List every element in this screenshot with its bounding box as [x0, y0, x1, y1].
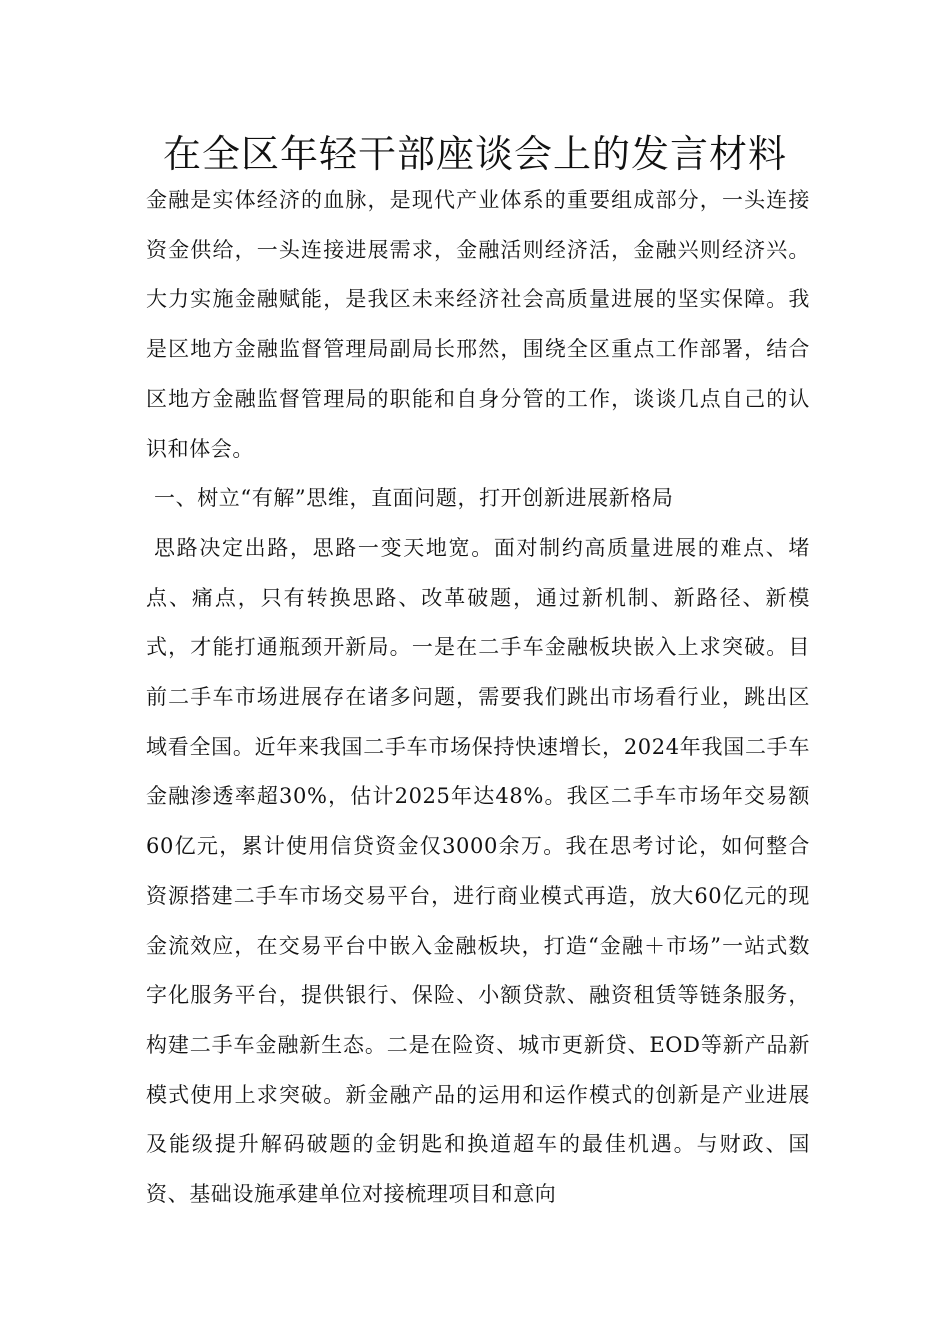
- section-heading-1: 一、树立“有解”思维，直面问题，打开创新进展新格局: [154, 486, 674, 511]
- document-body: [146, 176, 810, 1220]
- paragraph-intro: 金融是实体经济的血脉，是现代产业体系的重要组成部分，一头连接资金供给，一头连接进展需求，金融活则经济活，金融兴则经济兴。大力实施金融赋能，是我区未来经济社会高质量进展的坚实保障。我是区地方金融监督管理局副局长邢然，围绕全区重点工作部署，结合区地方金融监督管理局的职能和自身分管的工作，谈谈几点自己的认识和体会。: [146, 188, 810, 461]
- paragraph-section-1: 思路决定出路，思路一变天地宽。面对制约高质量进展的难点、堵点、痛点，只有转换思路、改革破题，通过新机制、新路径、新模式，才能打通瓶颈开新局。一是在二手车金融板块嵌入上求突破。目前二手车市场进展存在诸多问题，需要我们跳出市场看行业，跳出区域看全国。近年来我国二手车市场保持快速增长，2024年我国二手车金融渗透率超30%，估计2025年达48%。我区二手车市场年交易额60亿元，累计使用信贷资金仅3000余万。我在思考讨论，如何整合资源搭建二手车市场交易平台，进行商业模式再造，放大60亿元的现金流效应，在交易平台中嵌入金融板块，打造“金融＋市场”一站式数字化服务平台，提供银行、保险、小额贷款、融资租赁等链条服务，构建二手车金融新生态。二是在险资、城市更新贷、EOD等新产品新模式使用上求突破。新金融产品的运用和运作模式的创新是产业进展及能级提升解码破题的金钥匙和换道超车的最佳机遇。与财政、国资、基础设施承建单位对接梳理项目和意向: [146, 535, 810, 1207]
- document-title: 在全区年轻干部座谈会上的发言材料: [162, 132, 787, 176]
